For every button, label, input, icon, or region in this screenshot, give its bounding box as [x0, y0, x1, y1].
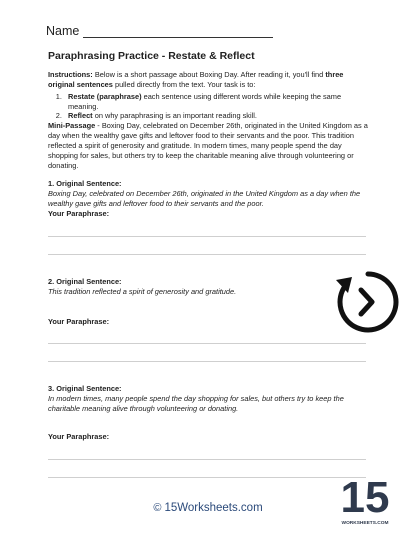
original-sentence: In modern times, many people spend the day shopping for sales, but others try to keep the charitable meaning alive through volunteering or donating.: [48, 394, 344, 414]
task-text: each sentence using different words while keeping the same meaning.: [68, 91, 342, 111]
instructions-label: Instructions:: [48, 70, 93, 79]
section-2: [48, 277, 370, 363]
paraphrase-label: Your Paraphrase:: [48, 208, 110, 218]
answer-line[interactable]: [48, 442, 366, 460]
answer-line[interactable]: [48, 344, 366, 362]
page-title: Paraphrasing Practice - Restate & Reflect: [48, 50, 255, 62]
section-1: [48, 179, 370, 254]
instructions-bold-a: three original sentences: [48, 70, 344, 89]
answer-line[interactable]: [48, 237, 366, 255]
passage-text: - Boxing Day, celebrated on December 26th, originated in the United Kingdom as a day when the wealthy gave gifts and leftover food to their servants and the poor. This tradition reflected a spirit of generosity and gratitude. In modern times, many people spend the day shopping for sales, but others try to keep the charitable meaning alive through volunteering or donating.: [48, 121, 368, 170]
logo-number: 15: [340, 473, 390, 522]
instructions: [48, 70, 370, 90]
section-3: [48, 384, 370, 477]
section-heading: 3. Original Sentence:: [48, 384, 122, 394]
task-bold: Reflect: [68, 111, 93, 121]
original-sentence: Boxing Day, celebrated on December 26th, originated in the United Kingdom as a day when the wealthy gave gifts and leftover food to their servants and the poor.: [48, 189, 361, 209]
original-sentence: This tradition reflected a spirit of generosity and gratitude.: [48, 286, 237, 296]
reset-timer-icon: [334, 268, 402, 336]
name-row: [46, 24, 273, 38]
footer-site-link[interactable]: 15Worksheets.com: [164, 502, 263, 514]
instructions-text-a: Below is a short passage about Boxing Day. After reading it, you'll find: [92, 70, 326, 79]
task-item: [64, 111, 370, 121]
section-heading: 1. Original Sentence:: [48, 179, 122, 189]
name-input-line[interactable]: [83, 26, 273, 38]
task-bold: Restate (paraphrase): [68, 91, 142, 101]
worksheets-logo: [340, 466, 390, 528]
worksheet-content: [48, 70, 370, 478]
name-label: Name: [46, 24, 80, 38]
task-item: [64, 92, 370, 112]
section-heading: 2. Original Sentence:: [48, 276, 122, 286]
answer-line[interactable]: [48, 219, 366, 237]
instructions-text-b: pulled directly from the text. Your task is to:: [112, 79, 256, 89]
mini-passage: [48, 121, 370, 170]
logo-text: WORKSHEETS.COM: [341, 521, 389, 526]
paraphrase-label: Your Paraphrase:: [48, 431, 110, 441]
paraphrase-label: Your Paraphrase:: [48, 316, 110, 326]
task-text: on why paraphrasing is an important reading skill.: [92, 111, 257, 121]
answer-line[interactable]: [48, 460, 366, 478]
answer-line[interactable]: [48, 326, 366, 344]
copyright-symbol: ©: [153, 502, 162, 514]
task-list: [48, 92, 370, 122]
passage-label: Mini-Passage: [48, 121, 96, 131]
